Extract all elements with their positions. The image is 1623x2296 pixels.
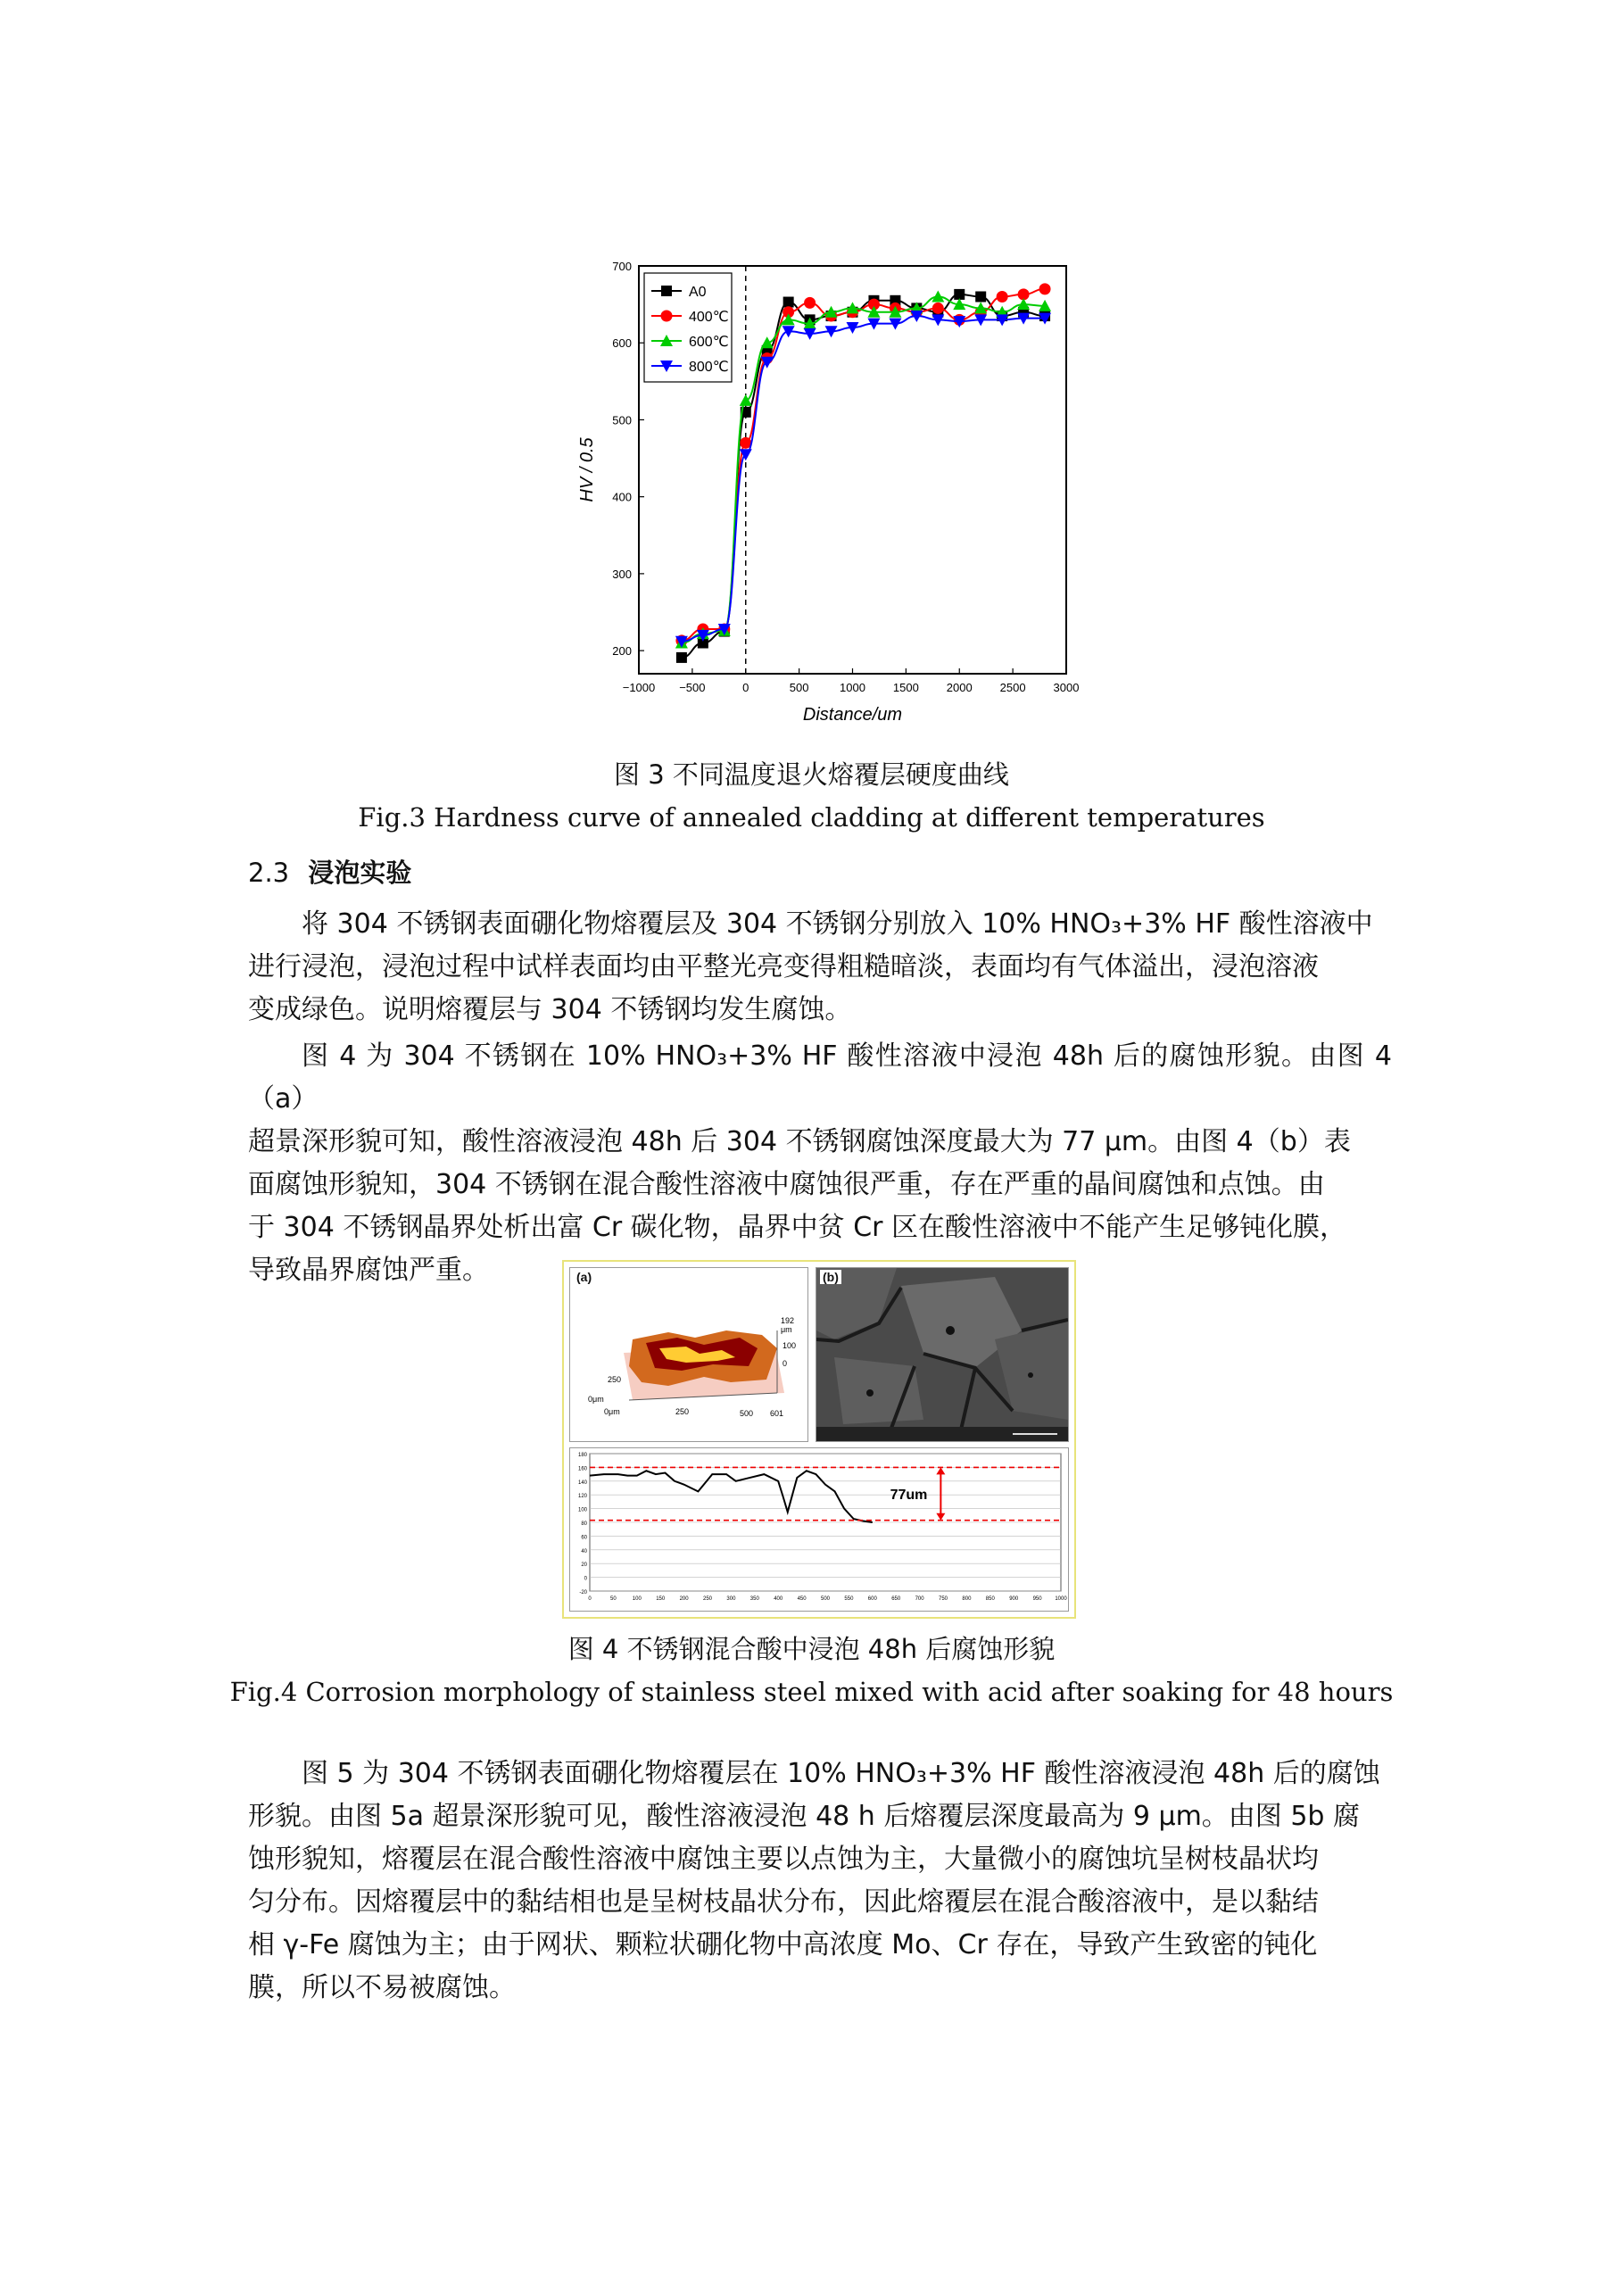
figure3-caption-en: Fig.3 Hardness curve of annealed cladding at different temperatures bbox=[358, 802, 1265, 833]
data-point bbox=[975, 291, 986, 302]
depth-annotation: 77um bbox=[890, 1488, 928, 1504]
axis-label: 500 bbox=[740, 1409, 754, 1418]
data-point bbox=[997, 291, 1008, 303]
profile-x-tick: 0 bbox=[588, 1596, 592, 1602]
paragraph-line: 匀分布。因熔覆层中的黏结相也是呈树枝晶状分布，因此熔覆层在混合酸溶液中，是以黏结 bbox=[248, 1886, 1319, 1918]
panel-a-label: (a) bbox=[574, 1270, 594, 1284]
profile-x-tick: 450 bbox=[797, 1596, 807, 1602]
y-axis-label: HV / 0.5 bbox=[577, 437, 597, 502]
profile-y-tick: 180 bbox=[577, 1453, 587, 1458]
profile-y-tick: 60 bbox=[581, 1535, 587, 1541]
x-tick-label: 500 bbox=[789, 681, 809, 694]
y-tick-label: 200 bbox=[612, 644, 632, 659]
profile-x-tick: 250 bbox=[702, 1596, 713, 1602]
legend-label: 600℃ bbox=[689, 335, 729, 350]
profile-x-tick: 650 bbox=[891, 1596, 901, 1602]
paragraph-line: 进行浸泡，浸泡过程中试样表面均由平整光亮变得粗糙暗淡，表面均有气体溢出，浸泡溶液 bbox=[248, 951, 1319, 982]
figure4-profile bbox=[569, 1447, 1069, 1612]
figure4-caption-cn: 图 4 不锈钢混合酸中浸泡 48h 后腐蚀形貌 bbox=[567, 1634, 1056, 1664]
legend-label: 400℃ bbox=[689, 310, 729, 325]
profile-x-tick: 350 bbox=[749, 1596, 759, 1602]
hardness-chart bbox=[571, 250, 1097, 732]
profile-y-tick: -20 bbox=[579, 1590, 587, 1596]
axis-label: 0μm bbox=[604, 1407, 620, 1416]
panel-b-label: (b) bbox=[820, 1270, 841, 1284]
data-point bbox=[804, 297, 816, 309]
axis-label: 250 bbox=[608, 1375, 622, 1384]
x-tick-label: 2000 bbox=[946, 681, 973, 694]
profile-x-tick: 50 bbox=[610, 1596, 617, 1602]
profile-x-tick: 950 bbox=[1032, 1596, 1042, 1602]
legend-label: A0 bbox=[689, 285, 707, 300]
legend-marker bbox=[661, 311, 673, 322]
paragraph-3 bbox=[248, 1753, 1392, 2010]
profile-x-tick: 850 bbox=[985, 1596, 995, 1602]
section-heading bbox=[248, 855, 411, 891]
profile-y-tick: 120 bbox=[577, 1494, 587, 1500]
y-tick-label: 400 bbox=[612, 490, 632, 504]
sem-image bbox=[816, 1268, 1068, 1441]
profile-x-tick: 750 bbox=[938, 1596, 948, 1602]
section-title: 浸泡实验 bbox=[308, 858, 412, 888]
x-tick-label: 1500 bbox=[892, 681, 919, 694]
legend-label: 800℃ bbox=[689, 360, 729, 375]
profile-x-tick: 900 bbox=[1009, 1596, 1019, 1602]
profile-x-tick: 600 bbox=[867, 1596, 877, 1602]
x-axis-label: Distance/um bbox=[802, 705, 903, 725]
paragraph-line: 超景深形貌可知，酸性溶液浸泡 48h 后 304 不锈钢腐蚀深度最大为 77 μm。由图 4（b）表 bbox=[248, 1126, 1351, 1157]
data-point bbox=[783, 297, 794, 308]
profile-y-tick: 100 bbox=[577, 1507, 587, 1513]
x-tick-label: 2500 bbox=[999, 681, 1026, 694]
data-point bbox=[676, 652, 687, 663]
axis-label: 250 bbox=[675, 1407, 690, 1416]
paragraph-line: 导致晶界腐蚀严重。 bbox=[248, 1255, 489, 1286]
x-tick-label: 1000 bbox=[840, 681, 865, 694]
axis-label: 192 bbox=[781, 1316, 795, 1325]
profile-y-tick: 160 bbox=[577, 1466, 587, 1472]
x-tick-label: −500 bbox=[679, 681, 706, 694]
profile-y-tick: 140 bbox=[577, 1480, 587, 1486]
axis-label: 601 bbox=[770, 1409, 784, 1418]
profile-x-tick: 1000 bbox=[1055, 1596, 1067, 1602]
paragraph-line: 变成绿色。说明熔覆层与 304 不锈钢均发生腐蚀。 bbox=[248, 994, 852, 1025]
paragraph-line: 面腐蚀形貌知，304 不锈钢在混合酸性溶液中腐蚀很严重，存在严重的晶间腐蚀和点蚀。由 bbox=[248, 1169, 1325, 1200]
profile-chart bbox=[570, 1448, 1068, 1611]
surface-3d-image bbox=[570, 1268, 807, 1441]
paragraph-line: 图 5 为 304 不锈钢表面硼化物熔覆层在 10% HNO₃+3% HF 酸性溶液浸泡 48h 后的腐蚀 bbox=[302, 1758, 1380, 1789]
legend-marker bbox=[661, 286, 672, 296]
profile-x-tick: 500 bbox=[820, 1596, 831, 1602]
profile-x-tick: 150 bbox=[656, 1596, 666, 1602]
hardness-chart-svg bbox=[571, 250, 1097, 732]
axis-label: 0μm bbox=[588, 1395, 604, 1404]
paragraph-1 bbox=[248, 903, 1392, 1032]
x-tick-label: 3000 bbox=[1053, 681, 1080, 694]
profile-x-tick: 300 bbox=[726, 1596, 736, 1602]
axis-label: 0 bbox=[783, 1359, 788, 1368]
profile-x-tick: 200 bbox=[679, 1596, 689, 1602]
profile-y-tick: 80 bbox=[581, 1521, 587, 1527]
profile-y-tick: 0 bbox=[584, 1576, 587, 1582]
figure4-panel-b bbox=[816, 1267, 1069, 1442]
y-tick-label: 300 bbox=[612, 567, 632, 581]
y-tick-label: 600 bbox=[612, 336, 632, 351]
figure4-caption-en: Fig.4 Corrosion morphology of stainless steel mixed with acid after soaking for 48 hours bbox=[229, 1677, 1394, 1707]
figure4-panel-a bbox=[569, 1267, 808, 1442]
paragraph-line: 形貌。由图 5a 超景深形貌可见，酸性溶液浸泡 48 h 后熔覆层深度最高为 9 μm。由图 5b 腐 bbox=[248, 1801, 1361, 1832]
profile-y-tick: 40 bbox=[581, 1548, 587, 1554]
paragraph-line: 蚀形貌知，熔覆层在混合酸性溶液中腐蚀主要以点蚀为主，大量微小的腐蚀坑呈树枝晶状均 bbox=[248, 1844, 1319, 1875]
axis-label: 100 bbox=[783, 1341, 797, 1350]
paragraph-line: 图 4 为 304 不锈钢在 10% HNO₃+3% HF 酸性溶液中浸泡 48h 后的腐蚀形貌。由图 4（a） bbox=[248, 1040, 1392, 1115]
y-tick-label: 500 bbox=[612, 413, 632, 427]
axis-label: μm bbox=[781, 1325, 792, 1334]
profile-x-tick: 550 bbox=[844, 1596, 854, 1602]
profile-x-tick: 800 bbox=[962, 1596, 972, 1602]
data-point bbox=[932, 303, 944, 314]
profile-y-tick: 20 bbox=[581, 1562, 587, 1569]
data-point bbox=[1039, 283, 1051, 294]
profile-x-tick: 400 bbox=[774, 1596, 783, 1602]
paragraph-line: 相 γ-Fe 腐蚀为主；由于网状、颗粒状硼化物中高浓度 Mo、Cr 存在，导致产生致密的钝化 bbox=[248, 1929, 1318, 1960]
y-tick-label: 700 bbox=[612, 260, 632, 273]
section-number: 2.3 bbox=[248, 858, 290, 888]
x-tick-label: 0 bbox=[742, 681, 749, 694]
figure4 bbox=[562, 1260, 1076, 1619]
profile-x-tick: 100 bbox=[632, 1596, 642, 1602]
paragraph-2 bbox=[248, 1035, 1392, 1292]
data-point bbox=[954, 289, 965, 300]
paragraph-line: 于 304 不锈钢晶界处析出富 Cr 碳化物，晶界中贫 Cr 区在酸性溶液中不能产生足够钝化膜， bbox=[248, 1212, 1347, 1243]
paragraph-line: 将 304 不锈钢表面硼化物熔覆层及 304 不锈钢分别放入 10% HNO₃+3% HF 酸性溶液中 bbox=[302, 908, 1373, 940]
paragraph-line: 膜，所以不易被腐蚀。 bbox=[248, 1972, 516, 2003]
legend bbox=[644, 273, 732, 382]
figure3-caption-cn: 图 3 不同温度退火熔覆层硬度曲线 bbox=[614, 759, 1009, 790]
profile-x-tick: 700 bbox=[915, 1596, 924, 1602]
x-tick-label: −1000 bbox=[622, 681, 656, 694]
